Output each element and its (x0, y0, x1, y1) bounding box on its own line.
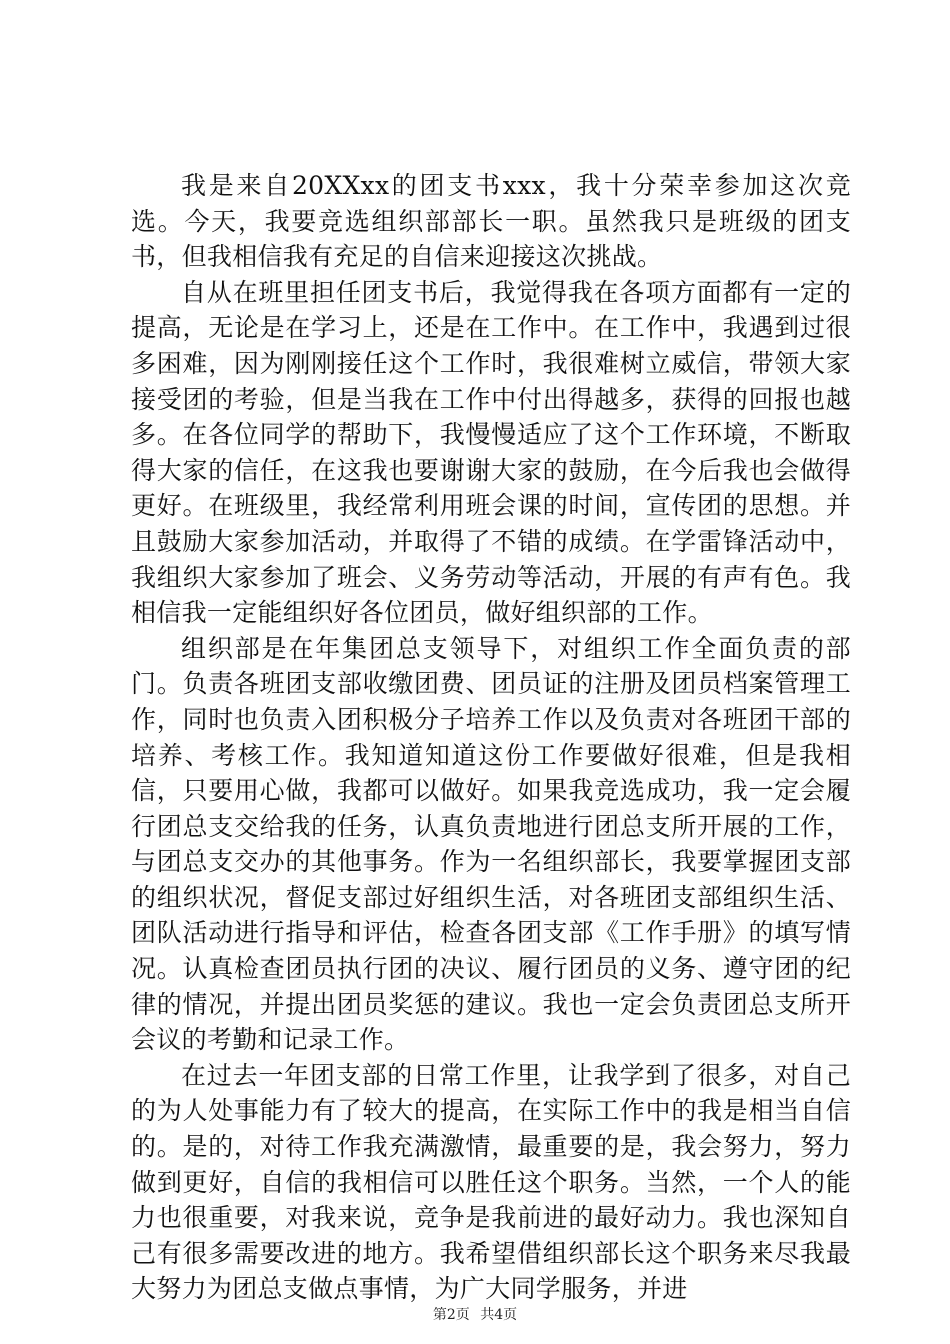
paragraph-4: 在过去一年团支部的日常工作里，让我学到了很多，对自己的为人处事能力有了较大的提高，在实际工作中的我是相当自信的。是的，对待工作我充满激情，最重要的是，我会努力，努力做到更好，自信的我相信可以胜任这个职务。当然，一个人的能力也很重要，对我来说，竞争是我前进的最好动力。我也深知自己有很多需要改进的地方。我希望借组织部长这个职务来尽我最大努力为团总支做点事情，为广大同学服务，并进 (131, 1060, 851, 1304)
page-number: 第2页 (432, 1307, 470, 1323)
paragraph-2: 自从在班里担任团支书后，我觉得我在各项方面都有一定的提高，无论是在学习上，还是在工作中。在工作中，我遇到过很多困难，因为刚刚接任这个工作时，我很难树立威信，带领大家接受团的考验，但是当我在工作中付出得越多，获得的回报也越多。在各位同学的帮助下，我慢慢适应了这个工作环境，不断取得大家的信任，在这我也要谢谢大家的鼓励，在今后我也会做得更好。在班级里，我经常利用班会课的时间，宣传团的思想。并且鼓励大家参加活动，并取得了不错的成绩。在学雷锋活动中，我组织大家参加了班会、义务劳动等活动，开展的有声有色。我相信我一定能组织好各位团员，做好组织部的工作。 (131, 277, 851, 628)
page-total: 共4页 (480, 1307, 518, 1323)
page-footer (0, 1305, 950, 1325)
paragraph-3: 组织部是在年集团总支领导下，对组织工作全面负责的部门。负责各班团支部收缴团费、团员证的注册及团员档案管理工作，同时也负责入团积极分子培养工作以及负责对各班团干部的培养、考核工作。我知道知道这份工作要做好很难，但是我相信，只要用心做，我都可以做好。如果我竞选成功，我一定会履行团总支交给我的任务，认真负责地进行团总支所开展的工作，与团总支交办的其他事务。作为一名组织部长，我要掌握团支部的组织状况，督促支部过好组织生活，对各班团支部组织生活、团队活动进行指导和评估，检查各团支部《工作手册》的填写情况。认真检查团员执行团的决议、履行团员的义务、遵守团的纪律的情况，并提出团员奖惩的建议。我也一定会负责团总支所开会议的考勤和记录工作。 (131, 633, 851, 1055)
paragraph-1: 我是来自20XXxx的团支书xxx，我十分荣幸参加这次竞选。今天，我要竞选组织部部长一职。虽然我只是班级的团支书，但我相信我有充足的自信来迎接这次挑战。 (131, 171, 851, 272)
document-body (131, 168, 851, 1307)
